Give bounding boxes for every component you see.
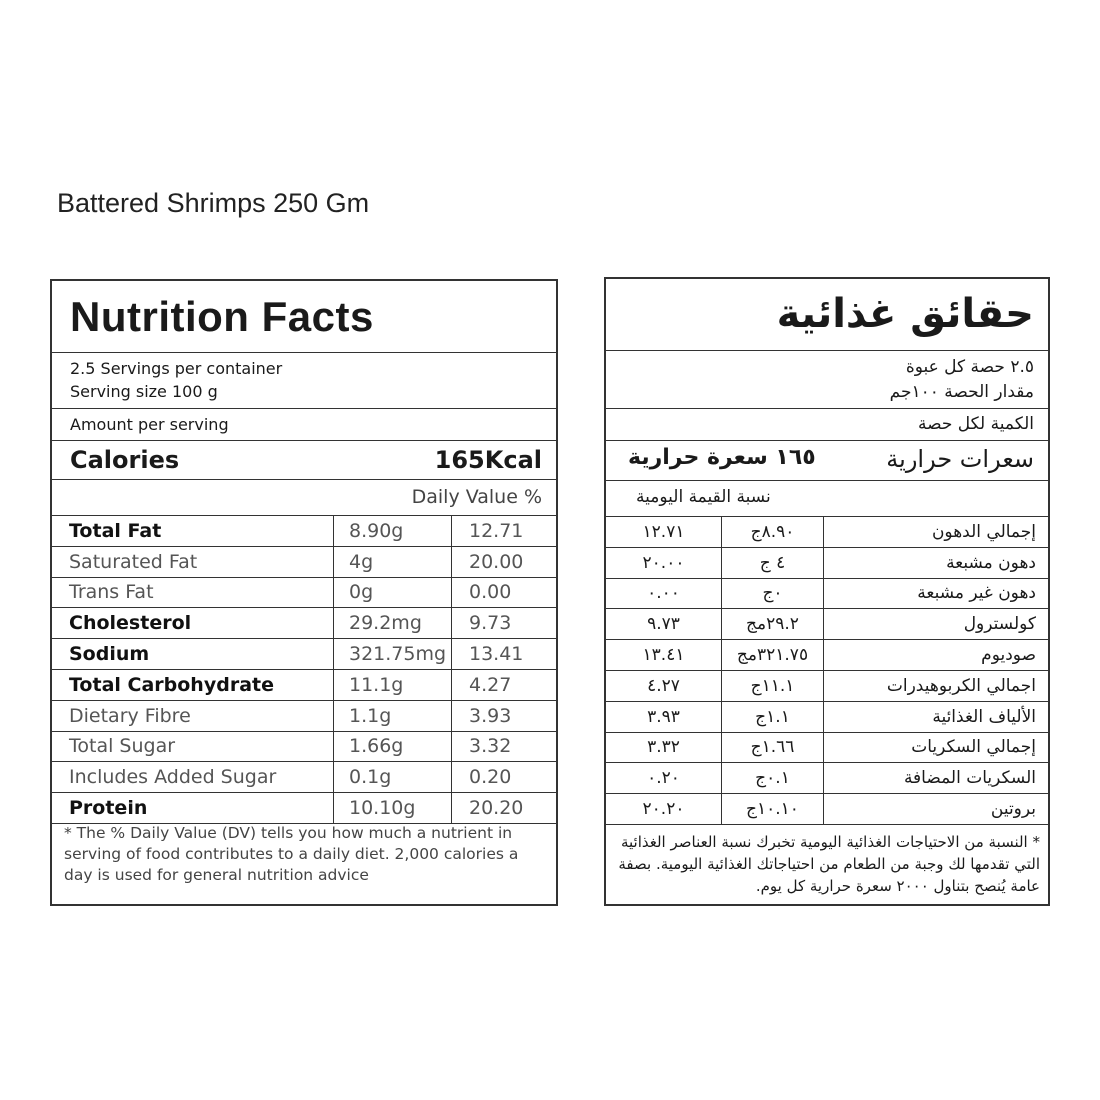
nutrient-name: دهون مشبعة — [824, 547, 1049, 578]
nutrient-row — [606, 547, 1048, 578]
panel-header — [52, 281, 556, 353]
nutrient-daily-value: 9.73 — [452, 608, 557, 639]
nutrient-row — [52, 608, 556, 639]
nutrient-amount: 29.2mg — [334, 608, 452, 639]
nutrient-daily-value: ١٢.٧١ — [606, 517, 722, 547]
nutrient-row — [606, 640, 1048, 671]
calories-label: Calories — [70, 446, 180, 474]
amount-per-serving: الكمية لكل حصة — [918, 414, 1034, 434]
daily-value-header: نسبة القيمة اليومية — [636, 487, 771, 507]
nutrient-amount: ١.٦٦ج — [722, 732, 824, 763]
nutrient-daily-value: 4.27 — [452, 669, 557, 700]
nutrient-daily-value: 20.20 — [452, 793, 557, 824]
daily-value-header: Daily Value % — [411, 486, 542, 508]
calories-row — [606, 441, 1048, 481]
nutrient-name: بروتين — [824, 794, 1049, 825]
nutrient-daily-value: ٢٠.٠٠ — [606, 547, 722, 578]
calories-value: 165Kcal — [434, 446, 542, 474]
nutrient-row — [606, 609, 1048, 640]
nutrient-name: Trans Fat — [52, 577, 334, 608]
nutrient-amount: 11.1g — [334, 669, 452, 700]
panel-title: Nutrition Facts — [70, 293, 374, 340]
amount-per-serving-row — [52, 409, 556, 441]
nutrient-row — [52, 639, 556, 670]
nutrient-amount: ١.١ج — [722, 701, 824, 732]
nutrient-row — [52, 793, 556, 824]
nutrient-daily-value: 3.93 — [452, 700, 557, 731]
amount-per-serving: Amount per serving — [70, 415, 229, 434]
nutrient-daily-value: 0.00 — [452, 577, 557, 608]
nutrition-facts-arabic — [604, 277, 1050, 906]
calories-value: ١٦٥ سعرة حرارية — [628, 445, 816, 470]
nutrient-row — [52, 577, 556, 608]
calories-label: سعرات حرارية — [886, 445, 1034, 473]
nutrient-name: إجمالي السكريات — [824, 732, 1049, 763]
nutrient-daily-value: 13.41 — [452, 639, 557, 670]
nutrient-amount: ١١.١ج — [722, 670, 824, 701]
nutrient-name: اجمالي الكربوهيدرات — [824, 670, 1049, 701]
nutrient-daily-value: ٣.٣٢ — [606, 732, 722, 763]
daily-value-header-row — [52, 480, 556, 516]
nutrient-name: Cholesterol — [52, 608, 334, 639]
nutrient-row — [606, 670, 1048, 701]
calories-row — [52, 441, 556, 480]
panel-header — [606, 279, 1048, 351]
nutrient-name: Protein — [52, 793, 334, 824]
nutrient-name: صوديوم — [824, 640, 1049, 671]
nutrient-name: دهون غير مشبعة — [824, 578, 1049, 609]
nutrient-daily-value: ٩.٧٣ — [606, 609, 722, 640]
nutrient-amount: 4g — [334, 546, 452, 577]
nutrient-name: Includes Added Sugar — [52, 762, 334, 793]
nutrient-daily-value: 12.71 — [452, 516, 557, 546]
servings-per-container: ٢.٥ حصة كل عبوة — [905, 357, 1034, 377]
nutrient-amount: 10.10g — [334, 793, 452, 824]
nutrient-daily-value: 3.32 — [452, 731, 557, 762]
nutrient-amount: ٨.٩٠ج — [722, 517, 824, 547]
nutrient-table — [52, 516, 556, 824]
nutrient-name: Total Fat — [52, 516, 334, 546]
nutrient-amount: 1.66g — [334, 731, 452, 762]
nutrient-row — [52, 762, 556, 793]
servings-per-container: 2.5 Servings per container — [70, 359, 283, 378]
nutrient-row — [606, 701, 1048, 732]
nutrient-name: Sodium — [52, 639, 334, 670]
serving-size: Serving size 100 g — [70, 382, 218, 401]
nutrient-amount: ٠ج — [722, 578, 824, 609]
serving-size: مقدار الحصة ١٠٠جم — [889, 382, 1034, 402]
nutrient-name: كولسترول — [824, 609, 1049, 640]
nutrient-daily-value: 20.00 — [452, 546, 557, 577]
nutrient-row — [606, 732, 1048, 763]
nutrient-name: السكريات المضافة — [824, 763, 1049, 794]
nutrient-amount: ٣٢١.٧٥مج — [722, 640, 824, 671]
nutrient-amount: ٢٩.٢مج — [722, 609, 824, 640]
nutrient-daily-value: 0.20 — [452, 762, 557, 793]
nutrient-name: إجمالي الدهون — [824, 517, 1049, 547]
nutrient-row — [52, 669, 556, 700]
nutrient-row — [606, 517, 1048, 547]
daily-value-header-row — [606, 481, 1048, 517]
nutrient-amount: 1.1g — [334, 700, 452, 731]
nutrient-amount: 321.75mg — [334, 639, 452, 670]
nutrient-row — [606, 794, 1048, 825]
amount-per-serving-row — [606, 409, 1048, 441]
nutrient-amount: 0g — [334, 577, 452, 608]
nutrient-row — [606, 578, 1048, 609]
nutrient-daily-value: ٢٠.٢٠ — [606, 794, 722, 825]
nutrient-daily-value: ٣.٩٣ — [606, 701, 722, 732]
nutrient-daily-value: ٠.٠٠ — [606, 578, 722, 609]
servings-info — [52, 353, 556, 409]
nutrient-amount: 0.1g — [334, 762, 452, 793]
nutrient-daily-value: ٠.٢٠ — [606, 763, 722, 794]
nutrient-row — [606, 763, 1048, 794]
nutrient-row — [52, 700, 556, 731]
nutrient-name: Total Sugar — [52, 731, 334, 762]
nutrient-name: Total Carbohydrate — [52, 669, 334, 700]
footnote: * النسبة من الاحتياجات الغذائية اليومية تخبرك نسبة العناصر الغذائية التي تقدمها لك وجبة من الطعام من احتياجاتك الغذائية اليومية. بصفة عامة يُنصح بتناول ٢٠٠٠ سعرة حرارية كل يوم. — [618, 833, 1040, 895]
nutrient-row — [52, 731, 556, 762]
nutrient-name: Dietary Fibre — [52, 700, 334, 731]
nutrient-name: الألياف الغذائية — [824, 701, 1049, 732]
servings-info — [606, 351, 1048, 409]
nutrient-amount: ١٠.١٠ج — [722, 794, 824, 825]
nutrient-daily-value: ٤.٢٧ — [606, 670, 722, 701]
footnote: * The % Daily Value (DV) tells you how much a nutrient in serving of food contributes to a daily diet. 2,000 calories a day is used for general nutrition advice — [64, 824, 519, 884]
nutrient-daily-value: ١٣.٤١ — [606, 640, 722, 671]
nutrient-amount: 8.90g — [334, 516, 452, 546]
panel-title: حقائق غذائية — [776, 291, 1034, 337]
nutrient-name: Saturated Fat — [52, 546, 334, 577]
nutrient-row — [52, 546, 556, 577]
nutrition-facts-english — [50, 279, 558, 906]
product-title: Battered Shrimps 250 Gm — [57, 188, 370, 218]
nutrient-row — [52, 516, 556, 546]
nutrient-amount: ٠.١ج — [722, 763, 824, 794]
nutrient-amount: ٤ ج — [722, 547, 824, 578]
nutrient-table — [606, 517, 1048, 825]
